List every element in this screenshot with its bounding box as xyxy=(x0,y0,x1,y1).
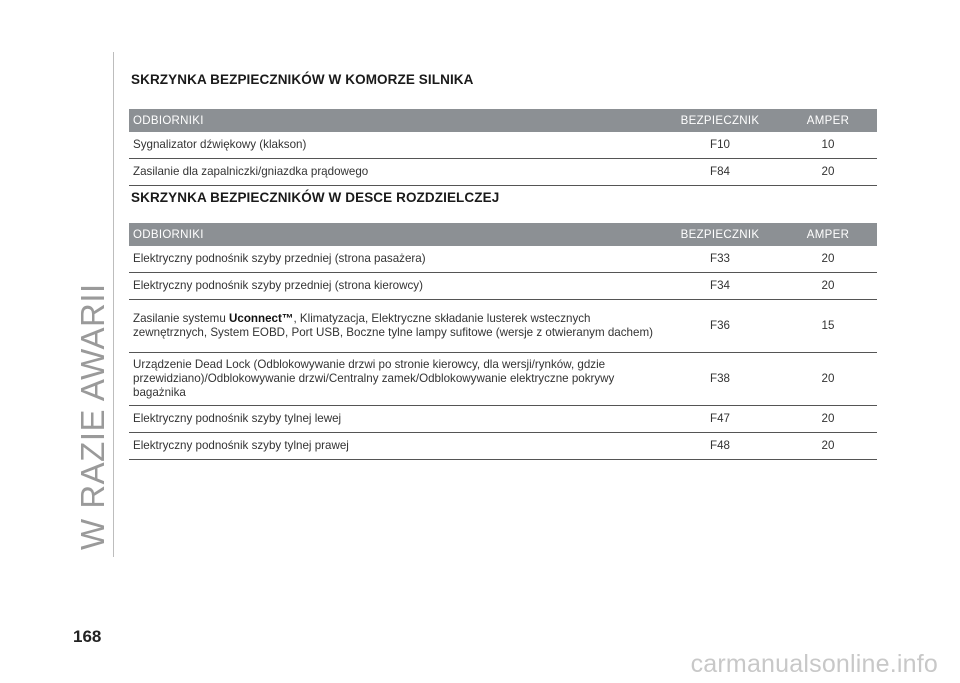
device-text-prefix: Zasilanie systemu xyxy=(133,312,230,325)
table-row xyxy=(129,246,877,273)
table-row xyxy=(129,132,877,159)
uconnect-brand-text: Uconnect™ xyxy=(229,312,294,325)
fuse-cell: F48 xyxy=(661,433,779,460)
column-header-amperage: AMPER xyxy=(779,223,877,246)
dashboard-fuse-box-heading: SKRZYNKA BEZPIECZNIKÓW W DESCE ROZDZIELCZEJ xyxy=(131,190,500,205)
amperage-cell: 10 xyxy=(779,132,877,159)
fuse-cell: F36 xyxy=(661,300,779,353)
table-row xyxy=(129,406,877,433)
column-header-fuse: BEZPIECZNIK xyxy=(661,223,779,246)
fuse-cell: F10 xyxy=(661,132,779,159)
amperage-cell: 20 xyxy=(779,246,877,273)
amperage-cell: 20 xyxy=(779,406,877,433)
page-number: 168 xyxy=(73,627,102,646)
fuse-cell: F33 xyxy=(661,246,779,273)
device-cell xyxy=(129,300,661,353)
column-header-devices: ODBIORNIKI xyxy=(129,223,661,246)
fuse-cell: F84 xyxy=(661,159,779,186)
amperage-cell: 20 xyxy=(779,353,877,406)
table-row xyxy=(129,433,877,460)
table-row xyxy=(129,159,877,186)
chapter-divider xyxy=(113,52,114,557)
table-header-row xyxy=(129,223,877,246)
watermark-text: carmanualsonline.info xyxy=(690,650,938,678)
table-header-row xyxy=(129,109,877,132)
amperage-cell: 20 xyxy=(779,159,877,186)
device-text-suffix: , Klimatyzacja, Elektryczne składanie lusterek wstecznych zewnętrznych, System EOBD, Port USB, Boczne tylne lampy sufitowe (wersje z otwieranym dachem) xyxy=(133,312,653,339)
table-row xyxy=(129,353,877,406)
amperage-cell: 20 xyxy=(779,433,877,460)
device-cell: Elektryczny podnośnik szyby przedniej (strona pasażera) xyxy=(129,246,661,273)
fuse-cell: F38 xyxy=(661,353,779,406)
device-cell: Sygnalizator dźwiękowy (klakson) xyxy=(129,132,661,159)
amperage-cell: 15 xyxy=(779,300,877,353)
fuse-cell: F47 xyxy=(661,406,779,433)
device-cell: Elektryczny podnośnik szyby tylnej prawej xyxy=(129,433,661,460)
engine-fuse-box-heading: SKRZYNKA BEZPIECZNIKÓW W KOMORZE SILNIKA xyxy=(131,72,474,87)
device-cell: Zasilanie dla zapalniczki/gniazdka prądowego xyxy=(129,159,661,186)
chapter-side-title xyxy=(72,30,116,550)
column-header-amperage: AMPER xyxy=(779,109,877,132)
table-row xyxy=(129,300,877,353)
amperage-cell: 20 xyxy=(779,273,877,300)
engine-fuse-table xyxy=(129,109,877,186)
column-header-devices: ODBIORNIKI xyxy=(129,109,661,132)
device-cell: Urządzenie Dead Lock (Odblokowywanie drzwi po stronie kierowcy, dla wersji/rynków, gdzie przewidziano)/Odblokowywanie drzwi/Centralny zamek/Odblokowywanie elektryczne pokrywy bagażnika xyxy=(129,353,661,406)
table-row xyxy=(129,273,877,300)
fuse-cell: F34 xyxy=(661,273,779,300)
device-cell: Elektryczny podnośnik szyby przedniej (strona kierowcy) xyxy=(129,273,661,300)
column-header-fuse: BEZPIECZNIK xyxy=(661,109,779,132)
dashboard-fuse-table xyxy=(129,223,877,460)
chapter-title-text: W RAZIE AWARII xyxy=(74,283,111,550)
device-cell: Elektryczny podnośnik szyby tylnej lewej xyxy=(129,406,661,433)
